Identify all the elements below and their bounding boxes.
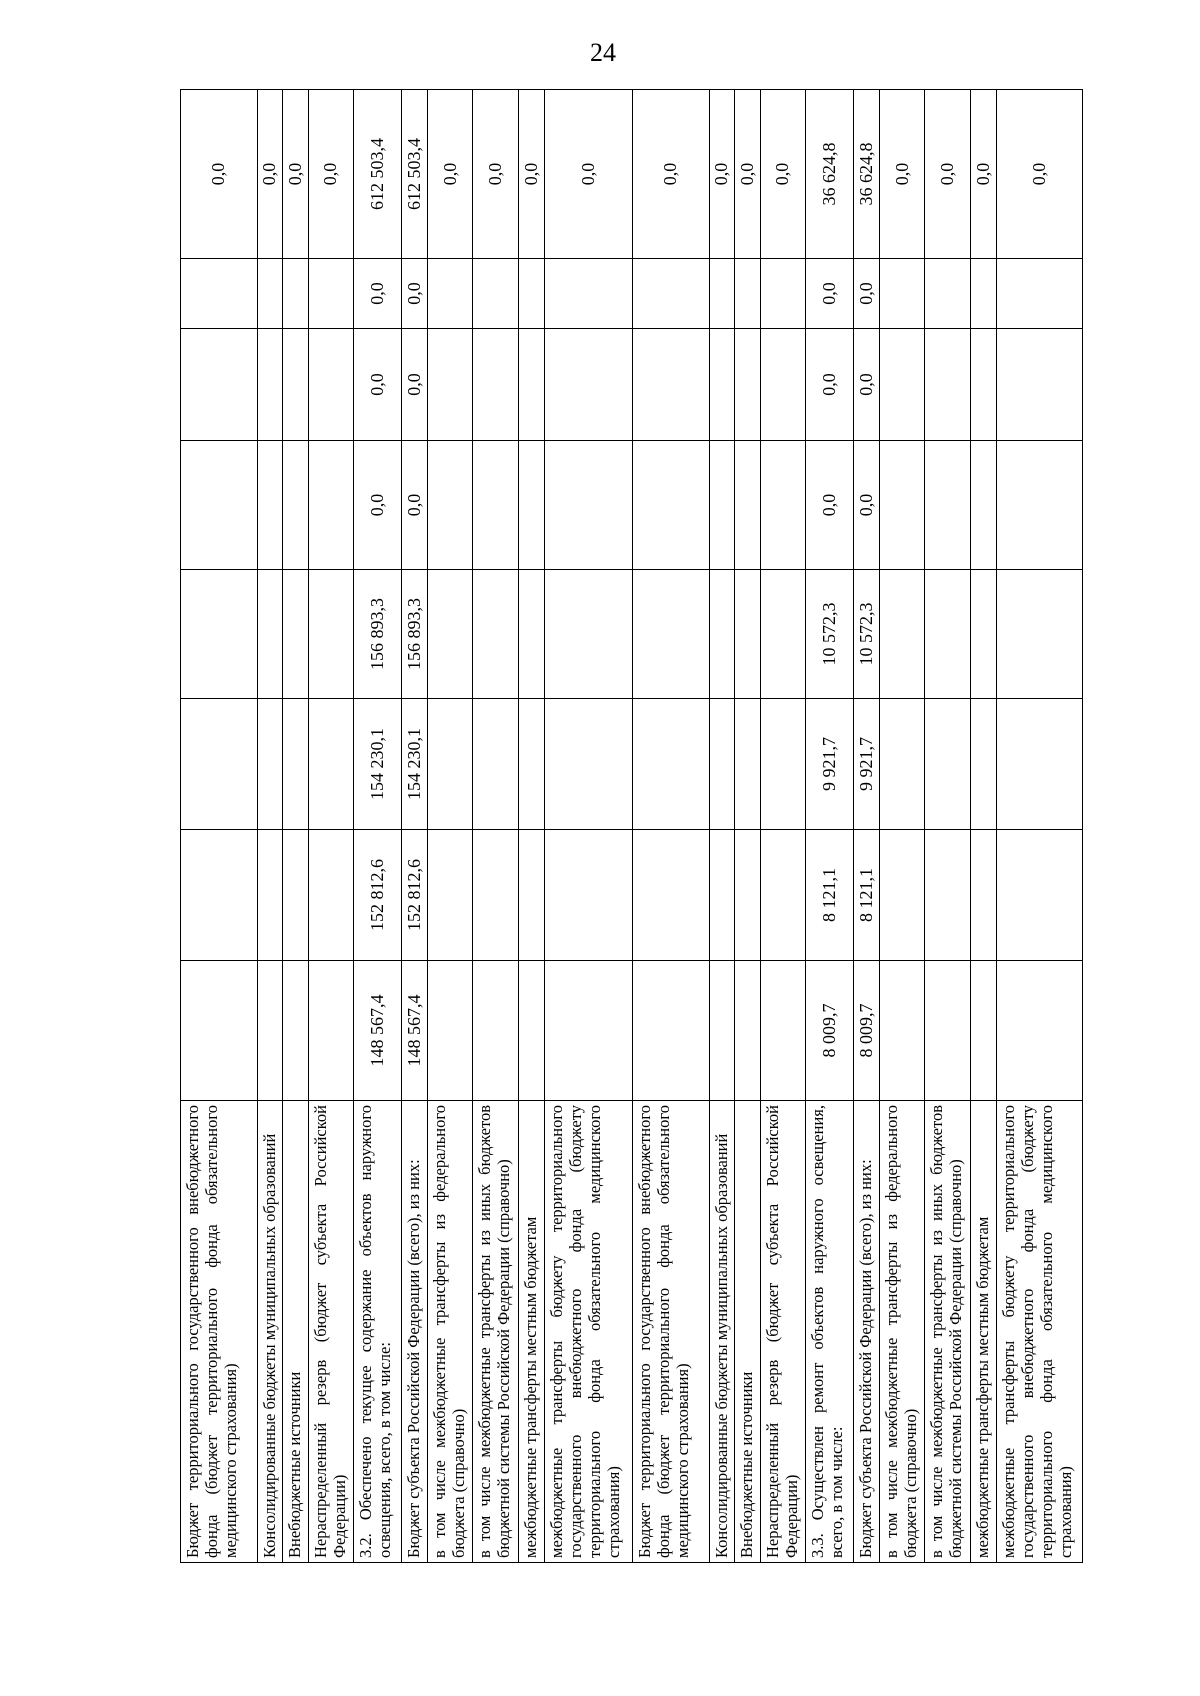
row-label: Бюджет субъекта Российской Федерации (всего), из них: (402, 1101, 428, 1563)
total-cell: 0,0 (257, 90, 283, 259)
total-cell: 36 624,8 (806, 90, 854, 259)
value-cell: 156 893,3 (402, 570, 428, 699)
value-cell: 0,0 (402, 259, 428, 329)
value-cell (308, 961, 354, 1101)
value-cell (735, 570, 761, 699)
value-cell: 8 009,7 (806, 961, 854, 1101)
value-cell (760, 259, 806, 329)
value-cell (544, 830, 632, 961)
total-cell: 0,0 (879, 90, 925, 259)
value-cell (473, 329, 519, 441)
row-label: Бюджет территориального государственного внебюджетного фонда (бюджет территориального фонда обязательного медицинского страхования) (181, 1101, 258, 1563)
row-label: Бюджет территориального государственного внебюджетного фонда (бюджет территориального фонда обязательного медицинского страхования) (632, 1101, 709, 1563)
value-cell (709, 961, 735, 1101)
value-cell (427, 961, 473, 1101)
total-cell: 0,0 (632, 90, 709, 259)
value-cell (971, 259, 997, 329)
value-cell (519, 441, 545, 570)
value-cell (879, 329, 925, 441)
row-label: в том числе межбюджетные трансферты из иных бюджетов бюджетной системы Российской Федерации (справочно) (473, 1101, 519, 1563)
row-label: Нераспределенный резерв (бюджет субъекта Российской Федерации) (308, 1101, 354, 1563)
value-cell (181, 961, 258, 1101)
value-cell: 0,0 (402, 329, 428, 441)
table-row (427, 90, 473, 1563)
value-cell: 154 230,1 (354, 699, 402, 830)
total-cell: 0,0 (544, 90, 632, 259)
row-label: 3.3. Осуществлен ремонт объектов наружного освещения, всего, в том числе: (806, 1101, 854, 1563)
value-cell (879, 699, 925, 830)
value-cell (181, 830, 258, 961)
value-cell: 0,0 (806, 259, 854, 329)
table-row (181, 90, 258, 1563)
value-cell (709, 441, 735, 570)
value-cell (283, 830, 309, 961)
value-cell (519, 961, 545, 1101)
row-label: Нераспределенный резерв (бюджет субъекта Российской Федерации) (760, 1101, 806, 1563)
table-row (925, 90, 971, 1563)
table-row (544, 90, 632, 1563)
value-cell (519, 259, 545, 329)
value-cell (427, 699, 473, 830)
value-cell (709, 259, 735, 329)
value-cell (709, 830, 735, 961)
value-cell (283, 441, 309, 570)
value-cell (308, 259, 354, 329)
value-cell (427, 570, 473, 699)
value-cell: 8 121,1 (806, 830, 854, 961)
value-cell (879, 441, 925, 570)
value-cell (473, 961, 519, 1101)
value-cell (709, 570, 735, 699)
table-row (709, 90, 735, 1563)
table-row (996, 90, 1082, 1563)
value-cell (308, 570, 354, 699)
value-cell (283, 259, 309, 329)
table-row (806, 90, 854, 1563)
table-row (402, 90, 428, 1563)
value-cell (971, 329, 997, 441)
budget-table (180, 89, 1083, 1563)
row-label: Консолидированные бюджеты муниципальных образований (257, 1101, 283, 1563)
value-cell (925, 830, 971, 961)
value-cell (632, 570, 709, 699)
value-cell (925, 441, 971, 570)
value-cell (283, 570, 309, 699)
value-cell (544, 699, 632, 830)
value-cell (181, 259, 258, 329)
value-cell (925, 329, 971, 441)
value-cell (308, 329, 354, 441)
value-cell: 0,0 (854, 441, 880, 570)
page-number: 24 (590, 38, 616, 67)
total-cell: 0,0 (996, 90, 1082, 259)
row-label: межбюджетные трансферты местным бюджетам (971, 1101, 997, 1563)
value-cell: 148 567,4 (402, 961, 428, 1101)
value-cell (519, 830, 545, 961)
row-label: 3.2. Обеспечено текущее содержание объектов наружного освещения, всего, в том числе: (354, 1101, 402, 1563)
total-cell: 0,0 (709, 90, 735, 259)
value-cell (735, 259, 761, 329)
value-cell: 8 121,1 (854, 830, 880, 961)
value-cell (879, 830, 925, 961)
value-cell (996, 259, 1082, 329)
value-cell (473, 259, 519, 329)
value-cell (544, 961, 632, 1101)
rotated-table-container (180, 90, 1083, 1563)
total-cell: 0,0 (283, 90, 309, 259)
value-cell: 10 572,3 (854, 570, 880, 699)
value-cell: 0,0 (354, 441, 402, 570)
value-cell (308, 699, 354, 830)
value-cell (181, 570, 258, 699)
value-cell (971, 830, 997, 961)
value-cell (925, 570, 971, 699)
table-row (735, 90, 761, 1563)
total-cell: 0,0 (519, 90, 545, 259)
value-cell (760, 570, 806, 699)
value-cell: 9 921,7 (854, 699, 880, 830)
table-row (283, 90, 309, 1563)
value-cell (996, 961, 1082, 1101)
value-cell: 0,0 (854, 259, 880, 329)
value-cell: 8 009,7 (854, 961, 880, 1101)
value-cell: 9 921,7 (806, 699, 854, 830)
value-cell (473, 441, 519, 570)
value-cell (632, 830, 709, 961)
value-cell: 154 230,1 (402, 699, 428, 830)
value-cell (181, 699, 258, 830)
value-cell (632, 961, 709, 1101)
value-cell (996, 329, 1082, 441)
total-cell: 0,0 (181, 90, 258, 259)
table-row (473, 90, 519, 1563)
value-cell (519, 570, 545, 699)
value-cell: 0,0 (354, 329, 402, 441)
value-cell (925, 961, 971, 1101)
value-cell: 0,0 (402, 441, 428, 570)
value-cell (996, 570, 1082, 699)
value-cell (427, 329, 473, 441)
value-cell (709, 699, 735, 830)
total-cell: 0,0 (971, 90, 997, 259)
table-row (879, 90, 925, 1563)
value-cell (257, 259, 283, 329)
value-cell (760, 699, 806, 830)
table-row (257, 90, 283, 1563)
table-body (181, 90, 1083, 1563)
value-cell (544, 570, 632, 699)
total-cell: 0,0 (760, 90, 806, 259)
total-cell: 0,0 (735, 90, 761, 259)
total-cell: 612 503,4 (354, 90, 402, 259)
table-row (354, 90, 402, 1563)
value-cell (996, 699, 1082, 830)
table-row (971, 90, 997, 1563)
value-cell (632, 699, 709, 830)
total-cell: 0,0 (308, 90, 354, 259)
value-cell (257, 441, 283, 570)
value-cell: 152 812,6 (402, 830, 428, 961)
value-cell: 156 893,3 (354, 570, 402, 699)
value-cell: 152 812,6 (354, 830, 402, 961)
value-cell (760, 329, 806, 441)
value-cell (519, 699, 545, 830)
value-cell: 0,0 (854, 329, 880, 441)
value-cell (473, 699, 519, 830)
value-cell: 148 567,4 (354, 961, 402, 1101)
row-label: Внебюджетные источники (283, 1101, 309, 1563)
row-label: Внебюджетные источники (735, 1101, 761, 1563)
value-cell (971, 699, 997, 830)
value-cell (473, 830, 519, 961)
value-cell (632, 259, 709, 329)
value-cell (760, 441, 806, 570)
value-cell: 0,0 (806, 329, 854, 441)
value-cell (544, 441, 632, 570)
value-cell (925, 259, 971, 329)
value-cell (519, 329, 545, 441)
table-row (519, 90, 545, 1563)
value-cell (257, 329, 283, 441)
value-cell (283, 329, 309, 441)
value-cell (996, 441, 1082, 570)
row-label: в том числе межбюджетные трансферты из федерального бюджета (справочно) (427, 1101, 473, 1563)
total-cell: 0,0 (925, 90, 971, 259)
table-row (308, 90, 354, 1563)
value-cell (971, 441, 997, 570)
total-cell: 0,0 (427, 90, 473, 259)
value-cell: 10 572,3 (806, 570, 854, 699)
value-cell (308, 441, 354, 570)
value-cell (735, 441, 761, 570)
value-cell (427, 259, 473, 329)
value-cell: 0,0 (806, 441, 854, 570)
value-cell (308, 830, 354, 961)
value-cell: 0,0 (354, 259, 402, 329)
table-row (760, 90, 806, 1563)
value-cell (735, 699, 761, 830)
table-row (632, 90, 709, 1563)
value-cell (181, 441, 258, 570)
value-cell (879, 570, 925, 699)
value-cell (427, 441, 473, 570)
row-label: в том числе межбюджетные трансферты из иных бюджетов бюджетной системы Российской Федерации (справочно) (925, 1101, 971, 1563)
value-cell (735, 830, 761, 961)
row-label: межбюджетные трансферты местным бюджетам (519, 1101, 545, 1563)
value-cell (283, 699, 309, 830)
value-cell (544, 329, 632, 441)
value-cell (709, 329, 735, 441)
total-cell: 612 503,4 (402, 90, 428, 259)
value-cell (427, 830, 473, 961)
value-cell (971, 570, 997, 699)
row-label: межбюджетные трансферты бюджету территориального государственного внебюджетного фонда (бюджету территориального фонда обязательного медицинского страхования) (996, 1101, 1082, 1563)
value-cell (996, 830, 1082, 961)
value-cell (632, 441, 709, 570)
value-cell (735, 329, 761, 441)
value-cell (760, 961, 806, 1101)
table-row (854, 90, 880, 1563)
value-cell (632, 329, 709, 441)
total-cell: 0,0 (473, 90, 519, 259)
value-cell (257, 699, 283, 830)
row-label: межбюджетные трансферты бюджету территориального государственного внебюджетного фонда (бюджету территориального фонда обязательного медицинского страхования) (544, 1101, 632, 1563)
value-cell (544, 259, 632, 329)
value-cell (971, 961, 997, 1101)
value-cell (181, 329, 258, 441)
value-cell (257, 961, 283, 1101)
value-cell (257, 830, 283, 961)
value-cell (879, 961, 925, 1101)
value-cell (925, 699, 971, 830)
value-cell (283, 961, 309, 1101)
row-label: Бюджет субъекта Российской Федерации (всего), из них: (854, 1101, 880, 1563)
total-cell: 36 624,8 (854, 90, 880, 259)
value-cell (257, 570, 283, 699)
row-label: в том числе межбюджетные трансферты из федерального бюджета (справочно) (879, 1101, 925, 1563)
value-cell (735, 961, 761, 1101)
value-cell (760, 830, 806, 961)
value-cell (473, 570, 519, 699)
value-cell (879, 259, 925, 329)
row-label: Консолидированные бюджеты муниципальных образований (709, 1101, 735, 1563)
